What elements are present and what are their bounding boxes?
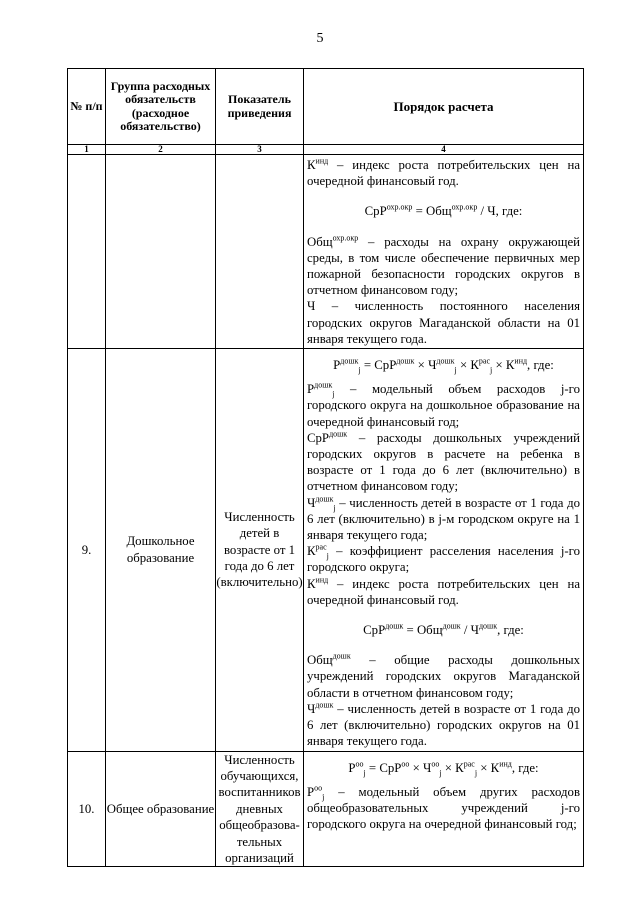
formula: $Р^{дошк}_j = СрР^{дошк} \times Ч^{дошк}_j \times К^{рас}_j \times К^{инд}$, где: bbox=[333, 356, 554, 375]
indicator-name: Численность детей в возрасте от 1 года до 6 лет (включительно) bbox=[216, 349, 304, 751]
calc-paragraph: $Р^{дошк}_j$ – модельный объем расходов j-го городского округа на дошкольное образование на очередной финансовый год; bbox=[307, 380, 580, 429]
header-number: № п/п bbox=[68, 69, 106, 145]
formula: $Р^{оо}_j = СрР^{оо} \times Ч^{оо}_j \times К^{рас}_j \times К^{инд}$, где: bbox=[348, 759, 539, 778]
page-number: 5 bbox=[316, 31, 324, 46]
group-cell bbox=[106, 155, 216, 349]
calculation-cell bbox=[304, 349, 584, 751]
calc-paragraph: Ч – численность постоянного населения городских округов Магаданской области на 01 января текущего года. bbox=[307, 299, 580, 346]
row-number: 10. bbox=[68, 751, 106, 867]
indicator-name: Численность обучающихся, воспитанников дневных общеобразова-тельных организаций bbox=[216, 751, 304, 867]
column-number-row bbox=[68, 145, 584, 155]
group-name: Общее образование bbox=[106, 751, 216, 867]
table-row bbox=[68, 349, 584, 751]
calc-paragraph: $Р^{оо}_j$ – модельный объем других расходов общеобразовательных учреждений j-го городского округа на очередной финансовый год; bbox=[307, 783, 580, 832]
calculation-cell bbox=[304, 751, 584, 867]
formula: СрР$^{охр.окр}$ = Общ$^{охр.окр}$ / Ч, где: bbox=[364, 203, 523, 219]
calc-paragraph: Общ$^{дошк}$ – общие расходы дошкольных учреждений городских округов Магаданской области в отчетном финансовом году; bbox=[307, 652, 580, 700]
calc-paragraph: Общ$^{охр.окр}$ – расходы на охрану окружающей среды, в том числе обеспечение первичных мер пожарной безопасности городских округов в отчетном финансовом году; bbox=[307, 233, 580, 298]
row-number-cell bbox=[68, 155, 106, 349]
header-group: Группа расходных обязательств (расходное обязательство) bbox=[106, 69, 216, 145]
calculation-cell bbox=[304, 155, 584, 349]
group-name: Дошкольное образование bbox=[106, 349, 216, 751]
table-row bbox=[68, 751, 584, 867]
calc-paragraph: $Ч^{дошк}_j$ – численность детей в возрасте от 1 года до 6 лет (включительно) в j-м городском округе на 1 января текущего года; bbox=[307, 494, 580, 543]
indicator-cell bbox=[216, 155, 304, 349]
calc-paragraph: $Ч^{дошк}$ – численность детей в возрасте от 1 года до 6 лет (включительно) городских округов на 01 января текущего года. bbox=[307, 700, 580, 749]
calc-paragraph: $К^{инд}$ – индекс роста потребительских цен на очередной финансовый год. bbox=[307, 156, 580, 189]
column-number: 1 bbox=[68, 145, 106, 155]
column-number: 3 bbox=[216, 145, 304, 155]
column-number: 4 bbox=[304, 145, 584, 155]
formula: $СрР^{дошк} = Общ^{дошк} / Ч^{дошк}$, где: bbox=[363, 621, 524, 638]
calc-paragraph: $К^{инд}$ – индекс роста потребительских цен на очередной финансовый год. bbox=[307, 575, 580, 607]
calc-paragraph: $К^{рас}_j$ – коэффициент расселения населения j-го городского округа; bbox=[307, 543, 580, 575]
column-number: 2 bbox=[106, 145, 216, 155]
table-row bbox=[68, 155, 584, 349]
table-header-row bbox=[68, 69, 584, 145]
calc-paragraph: СрР$^{дошк}$ – расходы дошкольных учреждений городских округов в расчете на ребенка в возрасте от 1 года до 6 лет (включительно) в отчетном финансовом году; bbox=[307, 429, 580, 494]
calculation-table bbox=[67, 68, 584, 867]
header-calculation: Порядок расчета bbox=[304, 69, 584, 145]
row-number: 9. bbox=[68, 349, 106, 751]
header-indicator: Показатель приведения bbox=[216, 69, 304, 145]
